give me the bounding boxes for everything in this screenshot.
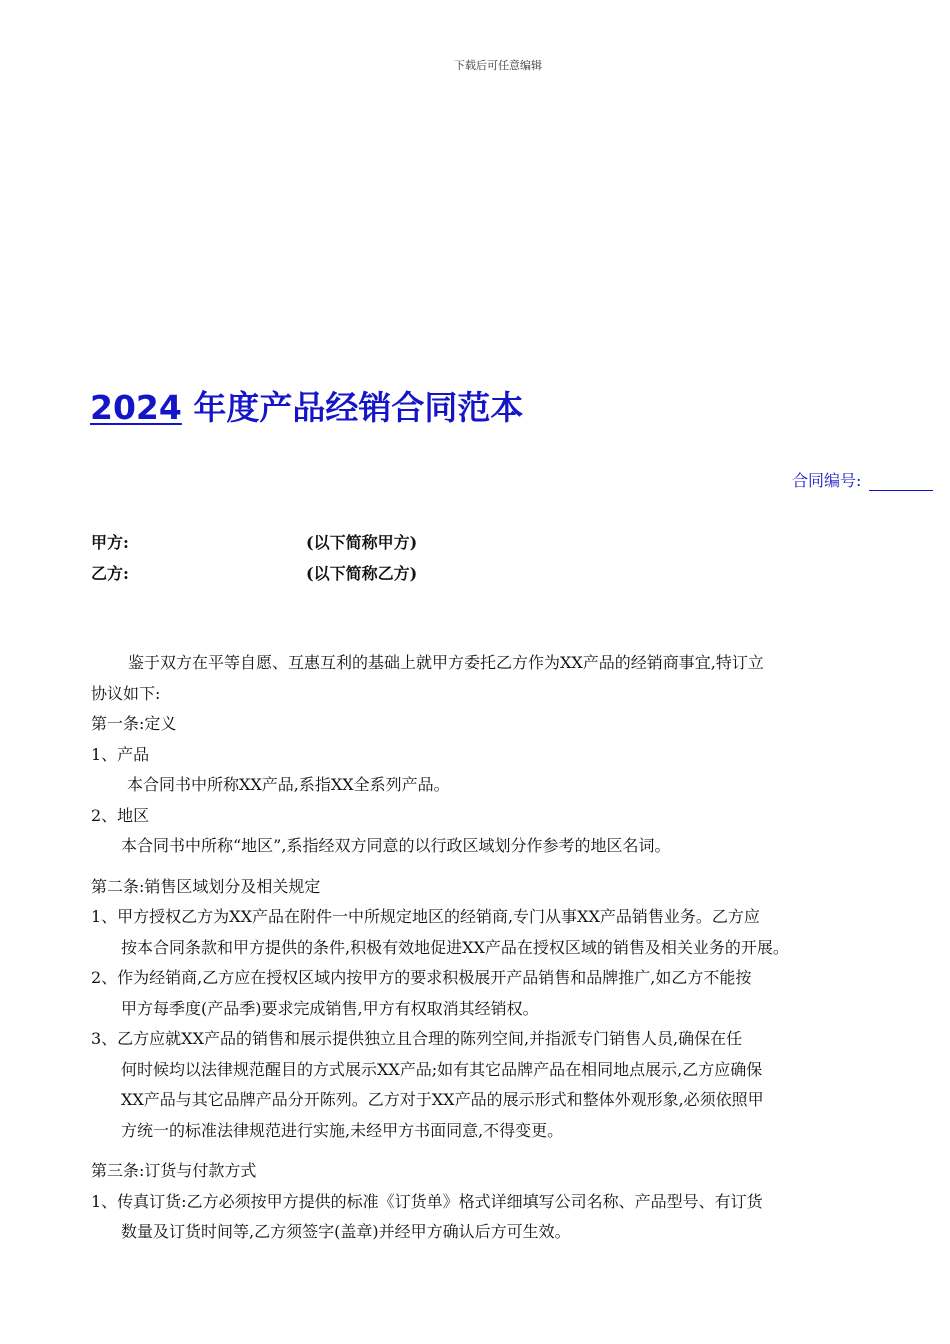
clause-line: XX产品与其它品牌产品分开陈列。乙方对于XX产品的展示形式和整体外观形象,必须依照甲: [121, 1090, 764, 1109]
clause-line: 3、乙方应就XX产品的销售和展示提供独立且合理的陈列空间,并指派专门销售人员,确保在任: [91, 1029, 743, 1048]
header-note: 下载后可任意编辑: [454, 59, 542, 72]
clause-line: 甲方每季度(产品季)要求完成销售,甲方有权取消其经销权。: [121, 998, 539, 1018]
article-title: 第三条:订货与付款方式: [91, 1161, 257, 1180]
document-title: [90, 386, 523, 430]
clause-heading: 1、产品: [91, 744, 150, 764]
clause-line: 按本合同条款和甲方提供的条件,积极有效地促进XX产品在授权区域的销售及相关业务的开展。: [121, 937, 789, 957]
contract-body: [91, 648, 921, 1248]
clause-line: 2、作为经销商,乙方应在授权区域内按甲方的要求积极展开产品销售和品牌推广,如乙方不能按: [91, 968, 752, 987]
clause-body: 本合同书中所称“地区”,系指经双方同意的以行政区域划分作参考的地区名词。: [121, 836, 671, 855]
title-year: 2024: [90, 388, 182, 427]
clause-body: 本合同书中所称XX产品,系指XX全系列产品。: [127, 775, 450, 794]
paragraph-line: 鉴于双方在平等自愿、互惠互利的基础上就甲方委托乙方作为XX产品的经销商事宜,特订立: [128, 653, 764, 672]
article-title: 第二条:销售区域划分及相关规定: [91, 876, 321, 896]
clause-line: 1、甲方授权乙方为XX产品在附件一中所规定地区的经销商,专门从事XX产品销售业务。乙方应: [91, 907, 760, 926]
party-a-alias: (以下简称甲方): [306, 533, 418, 552]
party-b-label: 乙方:: [91, 564, 129, 583]
article-title: 第一条:定义: [91, 714, 177, 733]
clause-line: 数量及订货时间等,乙方须签字(盖章)并经甲方确认后方可生效。: [121, 1222, 571, 1241]
title-text: 年度产品经销合同范本: [193, 388, 524, 427]
paragraph-line: 协议如下:: [91, 683, 161, 703]
clause-heading: 2、地区: [91, 805, 150, 825]
clause-line: 方统一的标准法律规范进行实施,未经甲方书面同意,不得变更。: [121, 1120, 564, 1140]
clause-line: 1、传真订货:乙方必须按甲方提供的标准《订货单》格式详细填写公司名称、产品型号、有订货: [91, 1191, 763, 1211]
contract-number: [792, 468, 933, 491]
party-a-label: 甲方:: [91, 533, 129, 552]
party-b: [91, 561, 418, 584]
clause-line: 何时候均以法律规范醒目的方式展示XX产品;如有其它品牌产品在相同地点展示,乙方应确保: [121, 1059, 763, 1079]
contract-number-blank: [869, 475, 933, 491]
party-b-alias: (以下简称乙方): [306, 564, 418, 583]
party-a: [91, 530, 418, 553]
contract-number-label: 合同编号:: [792, 471, 862, 490]
